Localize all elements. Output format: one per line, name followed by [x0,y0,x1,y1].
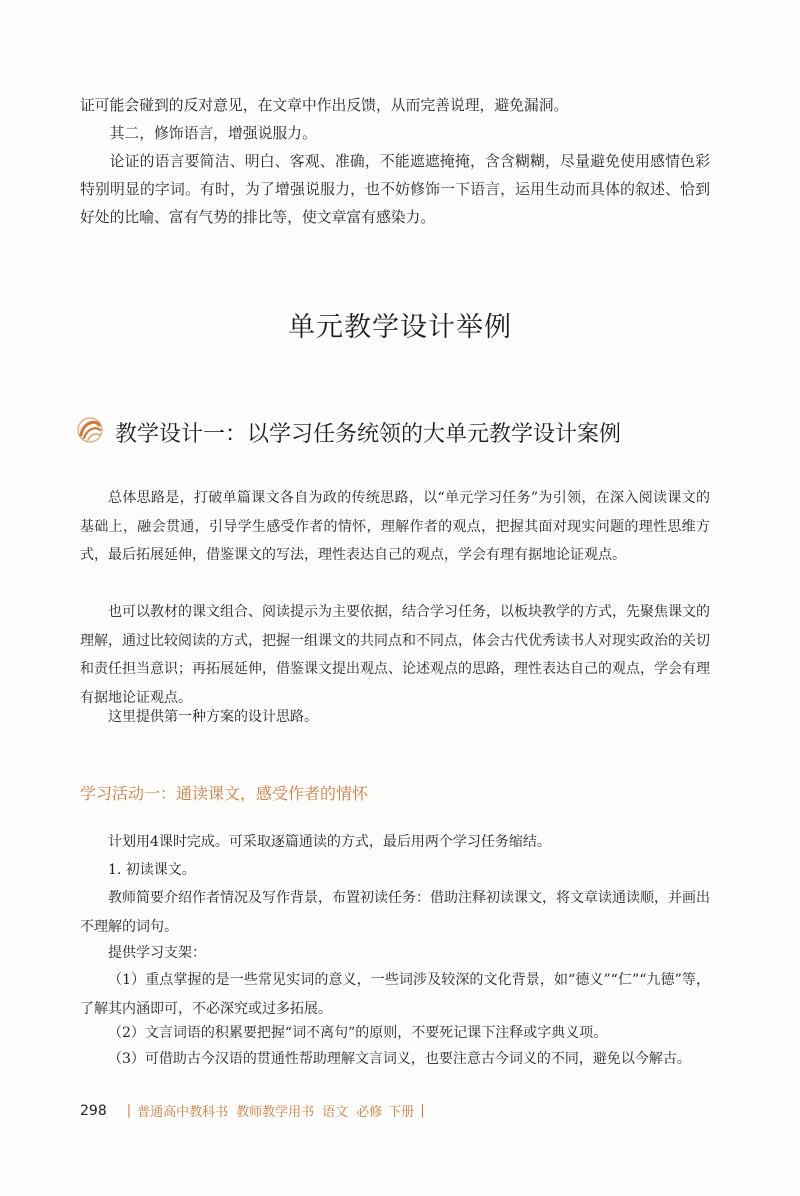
activity-heading: 学习活动一：通读课文，感受作者的情怀 [80,784,369,803]
swirl-icon [75,415,105,449]
activity-paragraph-1: 计划用4课时完成。可采取逐篇通读的方式，最后用两个学习任务缩结。 [108,834,551,850]
footer-part: 下册 [388,1105,415,1120]
activity-paragraph-7: （3）可借助古今汉语的贯通性帮助理解文言词义，也要注意古今词义的不同，避免以今解古。 [108,1051,691,1067]
paragraph-top-2: 其二，修饰语言，增强说服力。 [109,125,317,142]
design-heading-text: 教学设计一：以学习任务统领的大单元教学设计案例 [115,421,622,447]
activity-paragraph-6: （2）文言词语的积累要把握“词不离句”的原则，不要死记课下注释或字典义项。 [108,1025,608,1041]
footer-subject: 语文 [322,1105,349,1120]
footer-book: 教师教学用书 [236,1105,315,1120]
activity-paragraph-3: 教师简要介绍作者情况及写作背景，布置初读任务：借助注释初读课文，将文章读通读顺，并画出不理解的词句。 [80,890,710,935]
paragraph-top-1: 证可能会碰到的反对意见，在文章中作出反馈，从而完善说理，避免漏洞。 [80,97,569,114]
section-title: 单元教学设计举例 [288,312,512,343]
activity-paragraph-5: （1）重点掌握的是一些常见实词的意义，一些词涉及较深的文化背景，如“德义”“仁”“九德”等，了解其内涵即可，不必深究或过多拓展。 [80,972,710,1017]
activity-paragraph-4: 提供学习支架： [108,945,206,961]
design-paragraph-1: 总体思路是，打破单篇课文各自为政的传统思路，以“单元学习任务”为引领，在深入阅读课文的基础上，融会贯通，引导学生感受作者的情怀，理解作者的观点，把握其面对现实问题的理性思维方式，最后拓展延伸，借鉴课文的写法，理性表达自己的观点，学会有理有据地论证观点。 [80,490,710,563]
footer-divider-end: | [420,1103,425,1118]
page-number: 298 [80,1102,107,1119]
activity-paragraph-2: 1. 初读课文。 [108,862,196,878]
paragraph-top-3: 论证的语言要简洁、明白、客观、准确，不能遮遮掩掩，含含糊糊，尽量避免使用感情色彩特别明显的字词。有时，为了增强说服力，也不妨修饰一下语言，运用生动而具体的叙述、恰到好处的比喻、富有气势的排比等，使文章富有感染力。 [80,153,710,226]
footer-series: 普通高中教科书 [137,1105,229,1120]
design-paragraph-3: 这里提供第一种方案的设计思路。 [108,709,318,725]
page-footer [80,1101,431,1120]
design-heading [75,412,621,452]
footer-divider: | [126,1103,132,1118]
design-paragraph-2: 也可以教材的课文组合、阅读提示为主要依据，结合学习任务，以板块教学的方式，先聚焦课文的理解，通过比较阅读的方式，把握一组课文的共同点和不同点，体会古代优秀读书人对现实政治的关切和责任担当意识；再拓展延伸，借鉴课文提出观点、论述观点的思路，理性表达自己的观点，学会有理有据地论证观点。 [80,604,710,706]
footer-volume: 必修 [356,1105,383,1120]
